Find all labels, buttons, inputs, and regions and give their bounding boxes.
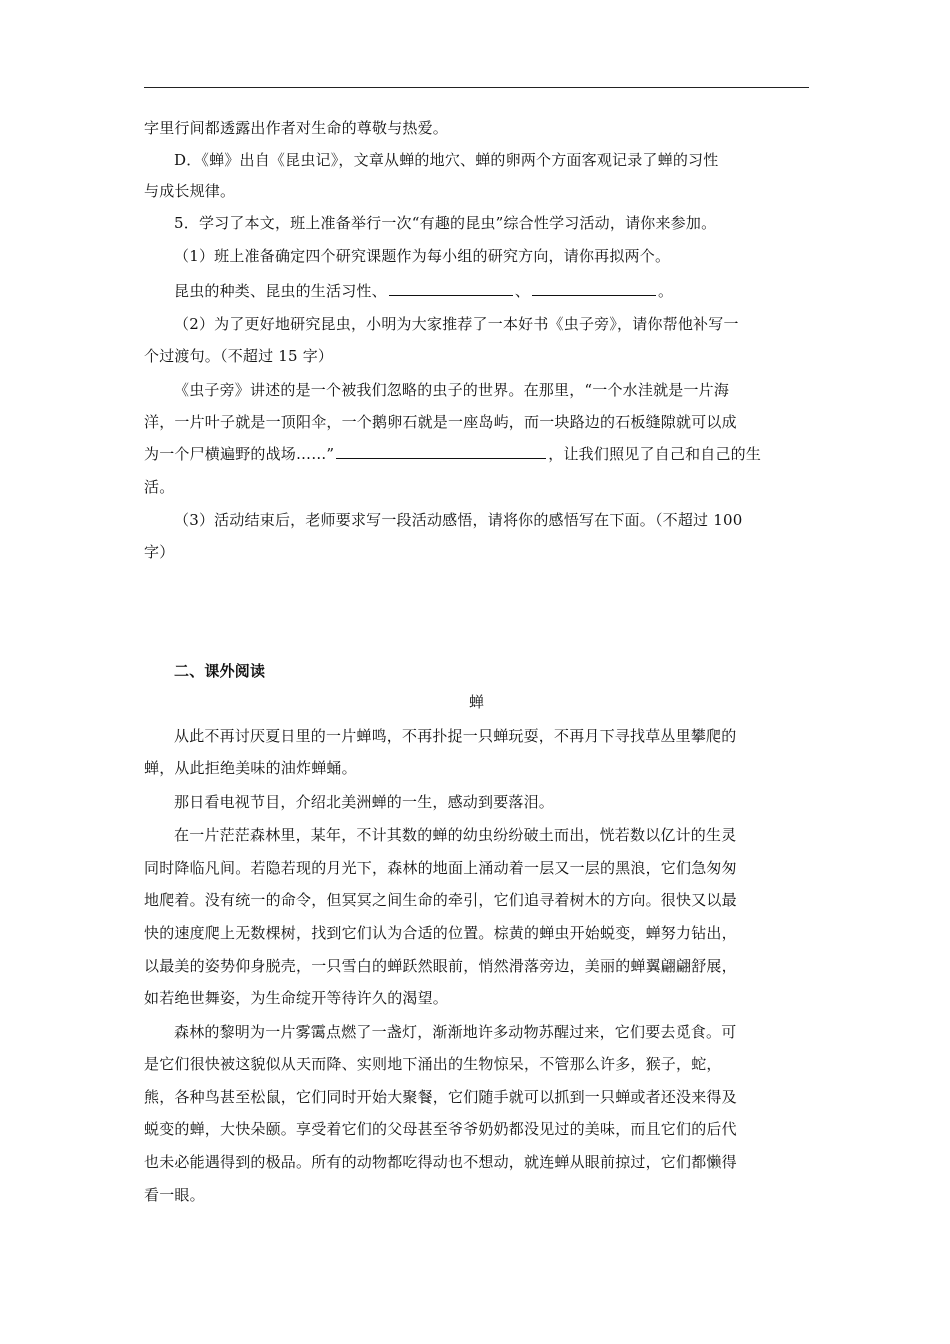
subquestion-2: （2）为了更好地研究昆虫，小明为大家推荐了一本好书《虫子旁》，请你帮他补写一 — [174, 315, 739, 333]
subquestion-3: （3）活动结束后，老师要求写一段活动感悟，请将你的感悟写在下面。（不超过 100 — [174, 511, 743, 529]
subquestion-1: （1）班上准备确定四个研究课题作为每小组的研究方向，请你再拟两个。 — [174, 247, 671, 265]
period: 。 — [658, 282, 674, 300]
topic-text: 昆虫的种类、昆虫的生活习性、 — [174, 282, 387, 300]
article-title: 蝉 — [468, 693, 485, 711]
passage-text: 为一个尸横遍野的战场……” — [144, 445, 335, 463]
passage-line: 洋，一片叶子就是一顶阳伞，一个鹅卵石就是一座岛屿，而一块路边的石板缝隙就可以成 — [144, 413, 737, 431]
article-line: 地爬着。没有统一的命令，但冥冥之间生命的牵引，它们追寻着树木的方向。很快又以最 — [144, 891, 737, 909]
text-line: 字里行间都透露出作者对生命的尊敬与热爱。 — [144, 119, 449, 137]
answer-blank-3[interactable] — [336, 444, 546, 459]
transition-fill-line — [144, 444, 809, 464]
text-line: 与成长规律。 — [144, 182, 236, 200]
article-line: 在一片茫茫森林里，某年，不计其数的蝉的幼虫纷纷破土而出，恍若数以亿计的生灵 — [174, 826, 737, 844]
article-line: 也未必能遇得到的极品。所有的动物都吃得动也不想动，就连蝉从眼前掠过，它们都懒得 — [144, 1153, 737, 1171]
article-line: 看一眼。 — [144, 1186, 205, 1204]
article-line: 如若绝世舞姿，为生命绽开等待许久的渴望。 — [144, 989, 449, 1007]
article-line: 是它们很快被这貌似从天而降、实则地下涌出的生物惊呆，不管那么许多，猴子，蛇， — [144, 1055, 722, 1073]
question-5: 5．学习了本文，班上准备举行一次“有趣的昆虫”综合性学习活动，请你来参加。 — [174, 214, 717, 232]
article-line: 蜕变的蝉，大快朵颐。享受着它们的父母甚至爷爷奶奶都没见过的美味，而且它们的后代 — [144, 1120, 737, 1138]
article-line: 以最美的姿势仰身脱壳，一只雪白的蝉跃然眼前，悄然滑落旁边，美丽的蝉翼翩翩舒展， — [144, 957, 737, 975]
article-line: 从此不再讨厌夏日里的一片蝉鸣，不再扑捉一只蝉玩耍，不再月下寻找草丛里攀爬的 — [174, 727, 737, 745]
article-line: 森林的黎明为一片雾霭点燃了一盏灯，渐渐地许多动物苏醒过来，它们要去觅食。可 — [174, 1023, 737, 1041]
passage-line: 《虫子旁》讲述的是一个被我们忽略的虫子的世界。在那里，“一个水洼就是一片海 — [174, 381, 730, 399]
separator: 、 — [514, 282, 531, 300]
text-line: 个过渡句。（不超过 15 字） — [144, 347, 334, 365]
article-line: 蝉，从此拒绝美味的油炸蝉蛹。 — [144, 759, 357, 777]
header-rule — [144, 87, 809, 88]
passage-text: ，让我们照见了自己和自己的生 — [548, 445, 762, 463]
article-line: 快的速度爬上无数棵树，找到它们认为合适的位置。棕黄的蝉虫开始蜕变，蝉努力钻出， — [144, 924, 737, 942]
section-heading: 二、课外阅读 — [174, 662, 266, 680]
text-line: 活。 — [144, 478, 175, 496]
answer-blank-2[interactable] — [532, 281, 656, 296]
text-line: 字） — [144, 543, 175, 561]
article-line: 熊，各种鸟甚至松鼠，它们同时开始大聚餐，它们随手就可以抓到一只蝉或者还没来得及 — [144, 1088, 737, 1106]
article-line: 那日看电视节目，介绍北美洲蝉的一生，感动到要落泪。 — [174, 793, 555, 811]
topic-fill-line — [174, 281, 809, 301]
option-d-line: D．《蝉》出自《昆虫记》，文章从蝉的地穴、蝉的卵两个方面客观记录了蝉的习性 — [174, 151, 719, 169]
article-line: 同时降临凡间。若隐若现的月光下，森林的地面上涌动着一层又一层的黑浪，它们急匆匆 — [144, 859, 737, 877]
answer-blank-1[interactable] — [389, 281, 513, 296]
